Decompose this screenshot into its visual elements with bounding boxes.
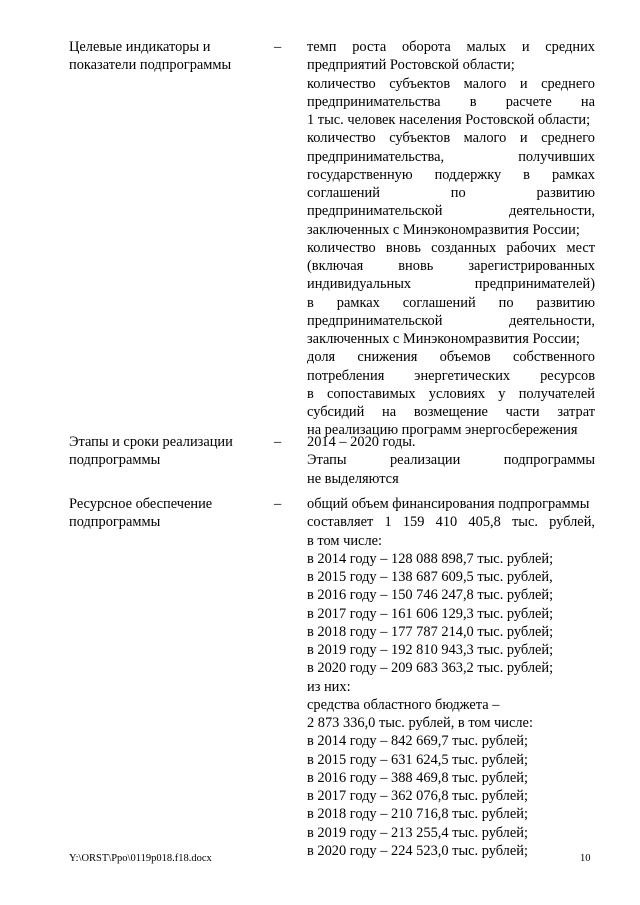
content-line: предпринимательской деятельности, bbox=[307, 203, 595, 220]
dash-separator: – bbox=[274, 496, 282, 512]
content-line: в 2016 году – 150 746 247,8 тыс. рублей; bbox=[307, 587, 554, 604]
content-line: в 2018 году – 177 787 214,0 тыс. рублей; bbox=[307, 623, 554, 640]
content-line: средства областного бюджета – bbox=[307, 696, 500, 713]
footer-page-number: 10 bbox=[580, 853, 591, 864]
footer-file-path: Y:\ORST\Ppo\0119p018.f18.docx bbox=[69, 853, 212, 864]
content-line: предприятий Ростовской области; bbox=[307, 57, 515, 74]
content-line: соглашений по развитию bbox=[307, 185, 595, 201]
content-line: на реализацию программ энергосбережения bbox=[307, 422, 578, 439]
content-line: в 2014 году – 842 669,7 тыс. рублей; bbox=[307, 733, 528, 750]
label-line: подпрограммы bbox=[69, 514, 161, 530]
content-line: в сопоставимых условиях у получателей bbox=[307, 385, 595, 402]
content-line: количество субъектов малого и среднего bbox=[307, 75, 595, 92]
section-label bbox=[69, 38, 269, 74]
section-content bbox=[307, 495, 595, 860]
content-line: темп роста оборота малых и средних bbox=[307, 39, 595, 55]
content-line: в 2019 году – 192 810 943,3 тыс. рублей; bbox=[307, 642, 554, 658]
content-line: индивидуальных предпринимателей) bbox=[307, 276, 595, 293]
content-line: в 2017 году – 362 076,8 тыс. рублей; bbox=[307, 788, 528, 804]
content-line: предпринимательства в расчете на bbox=[307, 93, 595, 110]
content-line: заключенных с Минэкономразвития России; bbox=[307, 331, 580, 347]
content-line: предпринимательства, получивших bbox=[307, 148, 595, 165]
content-line: 1 тыс. человек населения Ростовской области; bbox=[307, 112, 591, 128]
content-line: в 2019 году – 213 255,4 тыс. рублей; bbox=[307, 824, 528, 841]
content-line: 2014 – 2020 годы. bbox=[307, 434, 416, 450]
content-line: в том числе: bbox=[307, 532, 383, 549]
content-line: в рамках соглашений по развитию bbox=[307, 294, 595, 311]
section-label bbox=[69, 433, 269, 469]
content-line: в 2017 году – 161 606 129,3 тыс. рублей; bbox=[307, 605, 554, 622]
content-line: 2 873 336,0 тыс. рублей, в том числе: bbox=[307, 715, 533, 731]
label-line: Целевые индикаторы и bbox=[69, 39, 211, 55]
content-line: составляет 1 159 410 405,8 тыс. рублей, bbox=[307, 514, 595, 531]
section-label bbox=[69, 495, 269, 531]
content-line: в 2016 году – 388 469,8 тыс. рублей; bbox=[307, 769, 528, 786]
content-line: предпринимательской деятельности, bbox=[307, 312, 595, 329]
content-line: в 2018 году – 210 716,8 тыс. рублей; bbox=[307, 806, 528, 823]
content-line: в 2014 году – 128 088 898,7 тыс. рублей; bbox=[307, 550, 554, 567]
content-line: доля снижения объемов собственного bbox=[307, 349, 595, 366]
content-line: не выделяются bbox=[307, 470, 399, 487]
content-line: общий объем финансирования подпрограммы bbox=[307, 496, 590, 512]
content-line: количество субъектов малого и среднего bbox=[307, 130, 595, 147]
section-content bbox=[307, 38, 595, 440]
dash-separator: – bbox=[274, 39, 282, 55]
content-line: субсидий на возмещение части затрат bbox=[307, 404, 595, 420]
label-line: Этапы и сроки реализации bbox=[69, 434, 233, 450]
label-line: Ресурсное обеспечение bbox=[69, 496, 213, 512]
content-line: в 2020 году – 224 523,0 тыс. рублей; bbox=[307, 842, 528, 859]
content-line: государственную поддержку в рамках bbox=[307, 166, 595, 183]
dash-separator: – bbox=[274, 434, 282, 450]
content-line: в 2015 году – 631 624,5 тыс. рублей; bbox=[307, 751, 528, 768]
content-line: (включая вновь зарегистрированных bbox=[307, 258, 595, 274]
content-line: количество вновь созданных рабочих мест bbox=[307, 239, 595, 256]
label-line: подпрограммы bbox=[69, 452, 161, 468]
content-line: из них: bbox=[307, 678, 351, 695]
section-content bbox=[307, 433, 595, 488]
label-line: показатели подпрограммы bbox=[69, 57, 232, 73]
content-line: заключенных с Минэкономразвития России; bbox=[307, 221, 580, 238]
content-line: в 2020 году – 209 683 363,2 тыс. рублей; bbox=[307, 660, 554, 677]
content-line: в 2015 году – 138 687 609,5 тыс. рублей, bbox=[307, 569, 553, 585]
content-line: потребления энергетических ресурсов bbox=[307, 367, 595, 384]
content-line: Этапы реализации подпрограммы bbox=[307, 452, 595, 469]
